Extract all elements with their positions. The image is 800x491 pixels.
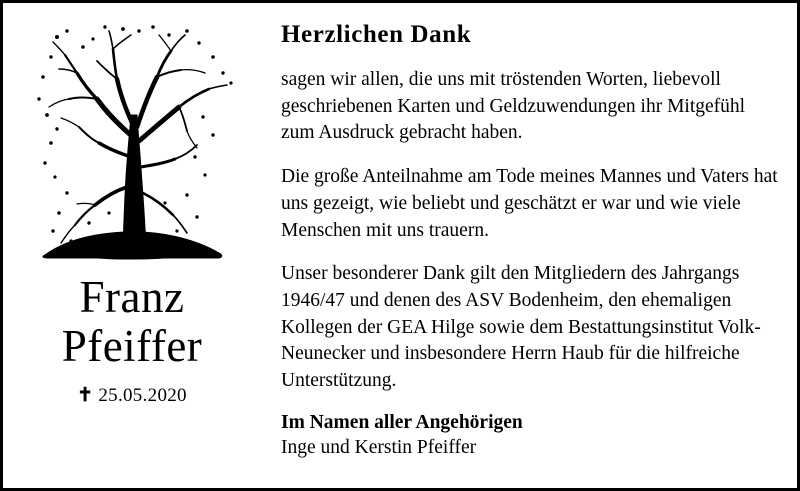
closing-title: Im Namen aller Angehörigen — [281, 411, 523, 433]
bare-tree-illustration — [27, 17, 237, 269]
thanks-paragraph-3: Unser besonderer Dank gilt den Mitgliedern des Jahrgangs 1946/47 und denen des ASV Bodenheim, den ehemaligen Kollegen der GEA Hilge sowie dem Bestattungsinstitut Volk-Neunecker und insbesondere Herrn Haub für die hilfreiche Unterstützung. — [281, 263, 761, 392]
page-title: Herzlichen Dank — [281, 21, 472, 48]
thanks-paragraph-1: sagen wir allen, die uns mit tröstenden Worten, liebevoll geschriebenen Karten und Geldzuwendungen ihr Mitgefühl zum Ausdruck gebracht haben. — [281, 69, 746, 144]
notice-text-column — [261, 3, 797, 488]
closing-names: Inge und Kerstin Pfeiffer — [281, 436, 477, 458]
deceased-first-name: Franz — [79, 272, 185, 322]
deceased-last-name: Pfeiffer — [61, 320, 203, 371]
thanks-paragraph-2: Die große Anteilnahme am Tode meines Mannes und Vaters hat uns gezeigt, wie beliebt und geschätzt er war und wie viele Menschen mit uns trauern. — [281, 166, 778, 241]
memorial-left-column — [3, 3, 261, 488]
death-date-line — [77, 384, 187, 407]
deceased-name — [62, 273, 203, 370]
cross-icon: ✝ — [77, 385, 94, 407]
death-date: 25.05.2020 — [98, 385, 187, 407]
